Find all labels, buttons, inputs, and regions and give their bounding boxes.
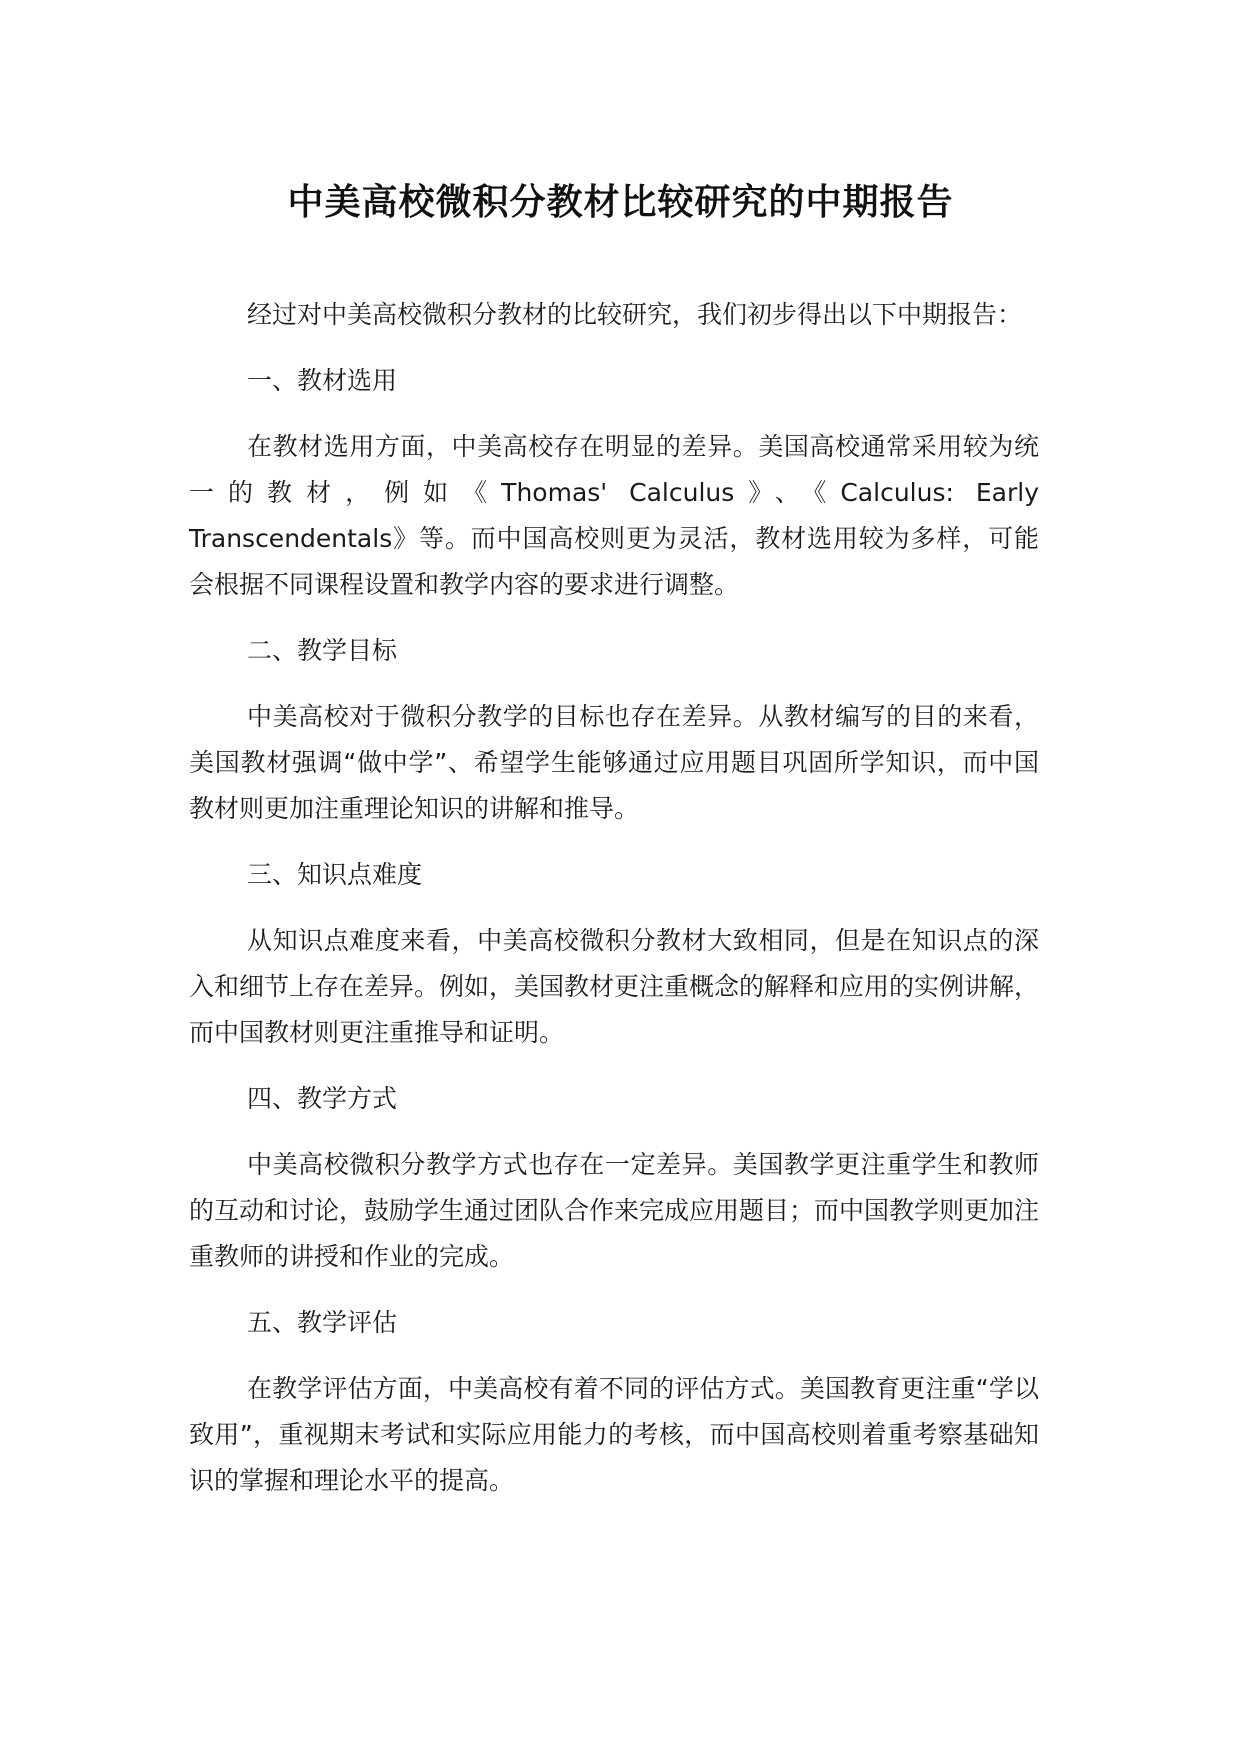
document-title: 中美高校微积分教材比较研究的中期报告 [287,182,954,223]
section-heading-difficulty: 三、知识点难度 [247,860,423,889]
section-heading-textbook-selection: 一、教材选用 [247,366,398,395]
section-body-difficulty: 从知识点难度来看，中美高校微积分教材大致相同，但是在知识点的深入和细节上存在差异。例如，美国教材更注重概念的解释和应用的实例讲解，而中国教材则更注重推导和证明。 [189,926,1040,1047]
intro-paragraph: 经过对中美高校微积分教材的比较研究，我们初步得出以下中期报告： [247,300,1023,329]
section-body-teaching-methods: 中美高校微积分教学方式也存在一定差异。美国教学更注重学生和教师的互动和讨论，鼓励学生通过团队合作来完成应用题目；而中国教学则更加注重教师的讲授和作业的完成。 [189,1150,1040,1271]
section-body-evaluation: 在教学评估方面，中美高校有着不同的评估方式。美国教育更注重“学以致用”，重视期末考试和实际应用能力的考核，而中国高校则着重考察基础知识的掌握和理论水平的提高。 [189,1374,1039,1495]
section-body-textbook-selection: 在教材选用方面，中美高校存在明显的差异。美国高校通常采用较为统一的教材，例如《Thomas' Calculus》、《Calculus: Early Transcendentals》等。而中国高校则更为灵活，教材选用较为多样，可能会根据不同课程设置和教学内容的要求进行调整。 [189,432,1039,599]
document-body [189,292,1039,1524]
section-body-teaching-goals: 中美高校对于微积分教学的目标也存在差异。从教材编写的目的来看，美国教材强调“做中学”、希望学生能够通过应用题目巩固所学知识，而中国教材则更加注重理论知识的讲解和推导。 [189,702,1039,823]
section-heading-teaching-methods: 四、教学方式 [247,1084,398,1113]
section-heading-evaluation: 五、教学评估 [247,1308,398,1337]
section-heading-teaching-goals: 二、教学目标 [247,636,398,665]
